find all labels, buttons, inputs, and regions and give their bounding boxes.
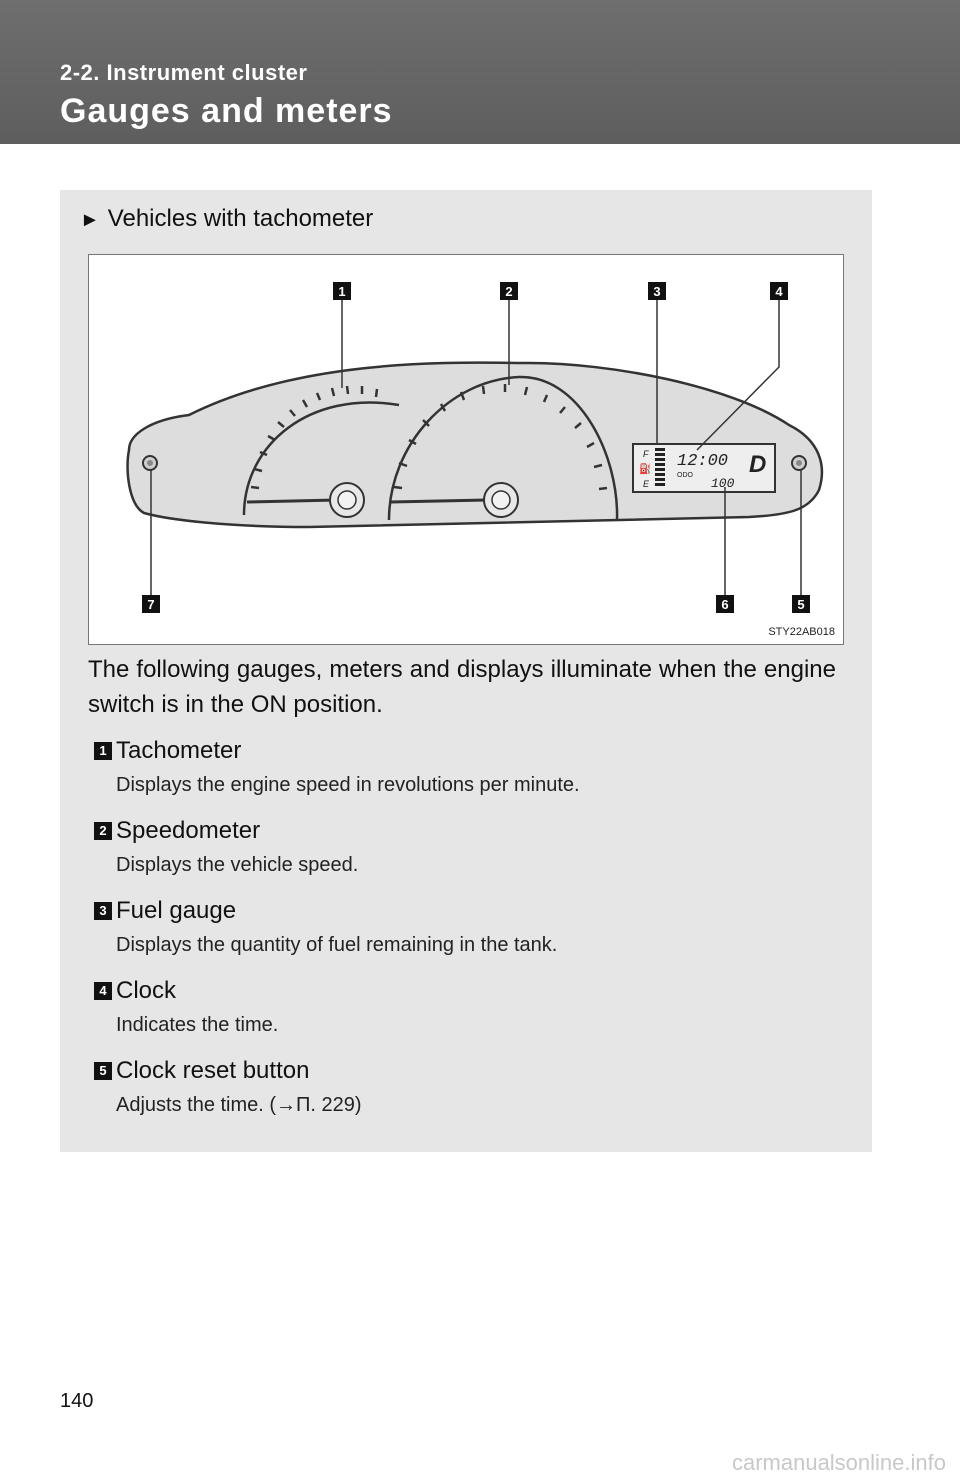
svg-text:1: 1 (338, 284, 346, 299)
section-label: 2-2. Instrument cluster (60, 60, 308, 85)
item-description: Displays the quantity of fuel remaining in the tank. (116, 934, 558, 956)
speedometer-needle (391, 500, 487, 502)
item-number-badge: 1 (94, 742, 112, 760)
figure-code: STY22AB018 (768, 626, 835, 638)
svg-text:2: 2 (505, 284, 513, 299)
item-number-badge: 5 (94, 1062, 112, 1080)
svg-text:7: 7 (147, 597, 155, 612)
item-description: Adjusts the time. (→П. 229) (116, 1094, 362, 1116)
item-title: Fuel gauge (116, 897, 237, 924)
callout-5 (792, 595, 810, 613)
fuel-pump-icon: ⛽ (639, 464, 652, 475)
item-description: Indicates the time. (116, 1014, 279, 1036)
odo-label: ODO (677, 472, 693, 479)
instrument-cluster-figure (88, 254, 844, 645)
item-title: Tachometer (116, 737, 242, 764)
callout-6 (716, 595, 734, 613)
watermark: carmanualsonline.info (731, 1450, 946, 1475)
item-clock (94, 976, 854, 1037)
tachometer-needle (247, 500, 337, 502)
item-title: Speedometer (116, 817, 261, 844)
odometer-readout: 100 (711, 476, 735, 491)
variant-heading (80, 205, 373, 233)
svg-text:6: 6 (721, 597, 729, 612)
item-title: Clock reset button (116, 1057, 310, 1084)
callout-7 (142, 595, 160, 613)
cluster-illustration (89, 255, 845, 646)
callout-1 (333, 282, 351, 300)
item-speedometer (94, 816, 854, 877)
svg-text:3: 3 (653, 284, 661, 299)
item-number-badge: 3 (94, 902, 112, 920)
callout-4 (770, 282, 788, 300)
page-header (0, 0, 960, 144)
item-description: Displays the engine speed in revolutions per minute. (116, 774, 580, 796)
item-description: Displays the vehicle speed. (116, 854, 359, 876)
page-number: 140 (60, 1390, 94, 1412)
item-fuel-gauge (94, 896, 854, 957)
item-tachometer (94, 736, 854, 797)
item-title: Clock (116, 977, 177, 1004)
arrow-right-icon: ► (80, 209, 100, 231)
gear-indicator: D (749, 451, 767, 478)
variant-label: Vehicles with tachometer (107, 205, 374, 232)
intro-paragraph: The following gauges, meters and displays illuminate when the engine switch is in the ON position. (88, 656, 836, 718)
clock-readout: 12:00 (677, 452, 729, 471)
fuel-full-mark: F (643, 449, 649, 459)
item-number-badge: 2 (94, 822, 112, 840)
fuel-empty-mark: E (643, 479, 650, 489)
item-clock-reset-button (94, 1056, 854, 1117)
page-title: Gauges and meters (60, 92, 393, 130)
callout-3 (648, 282, 666, 300)
item-number-badge: 4 (94, 982, 112, 1000)
svg-text:4: 4 (775, 284, 783, 299)
callout-2 (500, 282, 518, 300)
svg-text:5: 5 (797, 597, 805, 612)
